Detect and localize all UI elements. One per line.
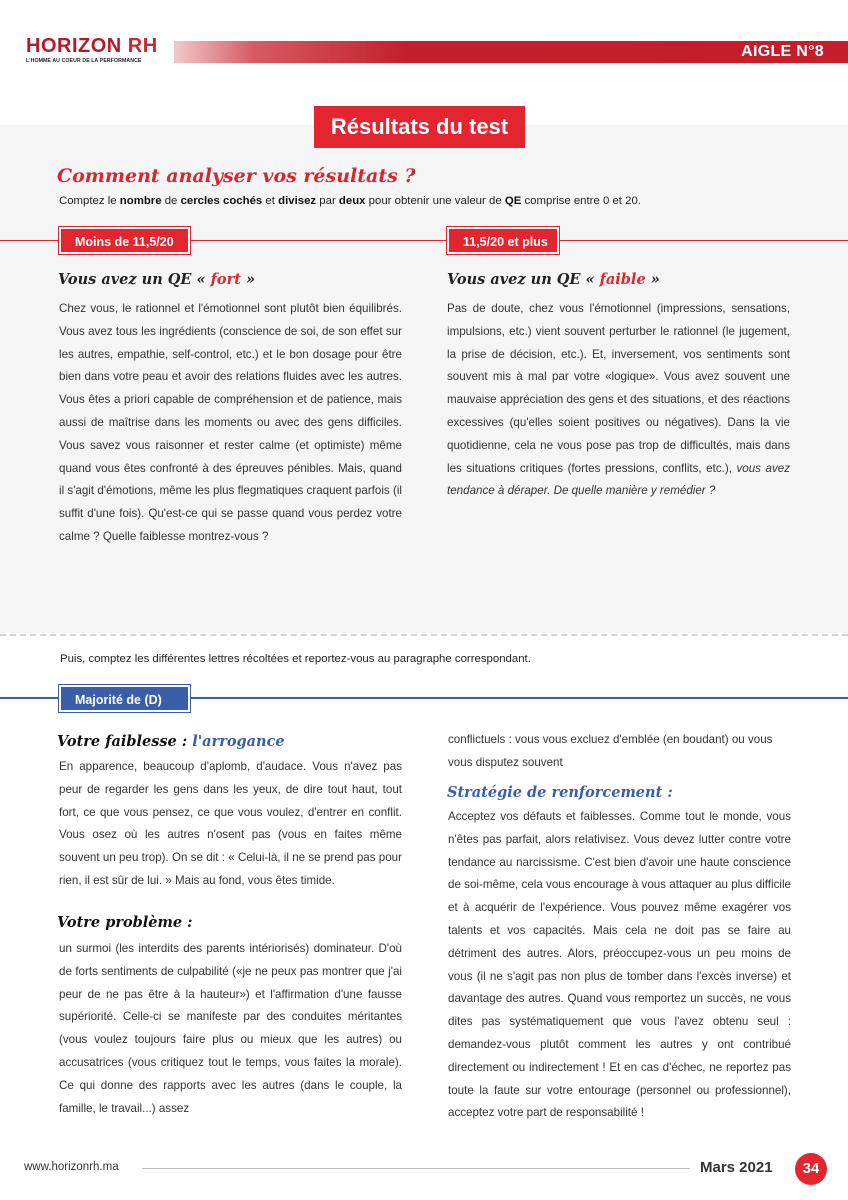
analyse-heading: Comment analyser vos résultats ? xyxy=(57,165,416,187)
issue-label: AIGLE N°8 xyxy=(741,43,824,60)
brand-logo xyxy=(26,36,158,64)
instr-text: pour obtenir une valeur de xyxy=(365,195,505,207)
logo-rh: RH xyxy=(127,35,158,57)
footer-date: Mars 2021 xyxy=(700,1159,773,1176)
faiblesse-paragraph: En apparence, beaucoup d'aplomb, d'audace. Vous n'avez pas peur de regarder les gens dans les yeux, de dire tout haut, tout fort, ce que vous pensez, ce que vous voulez, d'entrer en conflit. Vous osez où les autres n'osent pas (vous en faites même souvent un peu trop). On se dit : « Celui-là, il ne se prend pas pour rien, il est sûr de lui. » Mais au fond, vous êtes timide. xyxy=(59,760,402,887)
puis-instruction: Puis, comptez les différentes lettres récoltées et reportez-vous au paragraphe correspondant. xyxy=(60,653,531,665)
instr-text: Comptez le xyxy=(59,195,120,207)
right-paragraph xyxy=(447,298,790,503)
dashed-divider xyxy=(0,634,848,636)
tag-plus: 11,5/20 et plus xyxy=(447,227,559,254)
heading-accent: faible xyxy=(599,271,646,288)
probleme-paragraph: un surmoi (les interdits des parents intériorisés) dominateur. D'où de forts sentiments de culpabilité («je ne peux pas montrer que j'ai peur de ne pas être à la hauteur») et l'affirmation d'une fausse supériorité. Celle-ci se manifeste par des conduites méritantes (vous voulez toujours faire plus ou mieux que les autres) ou accusatrices (vous critiquez tout le temps, vous faites la morale). Ce qui donne des rapports avec les autres (dans le couple, la famille, le travail...) assez xyxy=(59,942,402,1115)
logo-wordmark xyxy=(26,36,158,56)
instr-bold: deux xyxy=(338,195,366,207)
instr-text: de xyxy=(161,195,181,207)
heading-suffix: » xyxy=(645,271,660,288)
instr-bold: cercles cochés xyxy=(180,195,263,207)
heading-prefix: Vous avez un QE « xyxy=(58,271,211,288)
faiblesse-label: Votre faiblesse : xyxy=(57,733,193,750)
instr-bold: QE xyxy=(504,195,522,207)
faiblesse-heading xyxy=(57,733,285,750)
instr-text: comprise entre 0 et 20. xyxy=(521,195,641,207)
instr-bold: divisez xyxy=(278,195,317,207)
instr-text: par xyxy=(316,195,339,207)
logo-horizon: HORIZON xyxy=(26,35,122,57)
footer-rule xyxy=(142,1168,690,1169)
section-title: Résultats du test xyxy=(314,106,525,148)
probleme-continuation: conflictuels : vous vous excluez d'emblée (en boudant) ou vous vous disputez souvent xyxy=(448,733,773,769)
instructions xyxy=(59,195,641,207)
right-heading xyxy=(447,271,660,288)
strategie-paragraph: Acceptez vos défauts et faiblesses. Comme tout le monde, vous n'êtes pas parfait, alors relativisez. Vous devez lutter contre votre tendance au narcissisme. C'est bien d'avoir une haute conscience de soi-même, cela vous encourage à vous attaquer au plus difficile et à acquérir de l'expérience. Vous pouvez même exagérer vos talents et vos capacités. Mais cela ne doit pas se faire au détriment des autres. Alors, préoccupez-vous un peu moins de vous (il ne s'agit pas non plus de tomber dans l'excès inverse) et davantage des autres. Quand vous remportez un succès, ne vous dites pas systématiquement que vous l'avez obtenu seul : demandez-vous plutôt comment les autres y ont contribué directement ou indirectement ! Et en cas d'échec, ne reportez pas toute la faute sur votre entourage (personnel ou professionnel), acceptez votre part de responsabilité ! xyxy=(448,810,791,1120)
faiblesse-value: l'arrogance xyxy=(192,733,285,750)
heading-prefix: Vous avez un QE « xyxy=(447,271,600,288)
tag-moins: Moins de 11,5/20 xyxy=(59,227,190,254)
heading-accent: fort xyxy=(210,271,241,288)
strategie-heading: Stratégie de renforcement : xyxy=(447,784,673,801)
heading-suffix: » xyxy=(240,271,256,288)
instr-bold: nombre xyxy=(119,195,162,207)
tag-majorite: Majorité de (D) xyxy=(59,685,190,712)
instr-text: et xyxy=(262,195,279,207)
right-text: Pas de doute, chez vous l'émotionnel (impressions, sensations, impulsions, etc.) vient souvent perturber le rationnel (le jugement, la prise de décision, etc.). Et, inversement, vos sentiments sont souvent mis à mal par votre «logique». Vous avez souvent une mauvaise appréciation des gens et des situations, et des réactions excessives (qu'elles soient positives ou négatives). Dans la vie quotidienne, cela ne vous pose pas trop de difficultés, mais dans les situations critiques (fortes pressions, conflits, etc.), xyxy=(447,302,790,475)
left-paragraph: Chez vous, le rationnel et l'émotionnel sont plutôt bien équilibrés. Vous avez tous les ingrédients (conscience de soi, de son effet sur les autres, empathie, self-control, etc.) et le bon dosage pour être bien dans votre peau et avoir des relations fluides avec les autres. Vous êtes a priori capable de compréhension et de patience, mais aussi de maîtrise dans les moments ou avec des gens difficiles. Vous savez vous raisonner et rester calme (et optimiste) même quand vous êtes confronté à des épreuves pénibles. Mais, quand il s'agit d'émotions, même les plus flegmatiques craquent parfois (il suffit d'une fois). Qu'est-ce qui se passe quand vous perdez votre calme ? Quelle faiblesse montrez-vous ? xyxy=(59,302,402,543)
probleme-heading: Votre problème : xyxy=(57,914,193,931)
logo-tagline: L'HOMME AU COEUR DE LA PERFORMANCE xyxy=(26,58,142,64)
footer-url: www.horizonrh.ma xyxy=(24,1161,119,1173)
page-number: 34 xyxy=(795,1153,827,1185)
left-heading xyxy=(58,271,255,288)
right-text-italic: vous avez tendance à déraper. De quelle manière y remédier ? xyxy=(447,461,790,498)
